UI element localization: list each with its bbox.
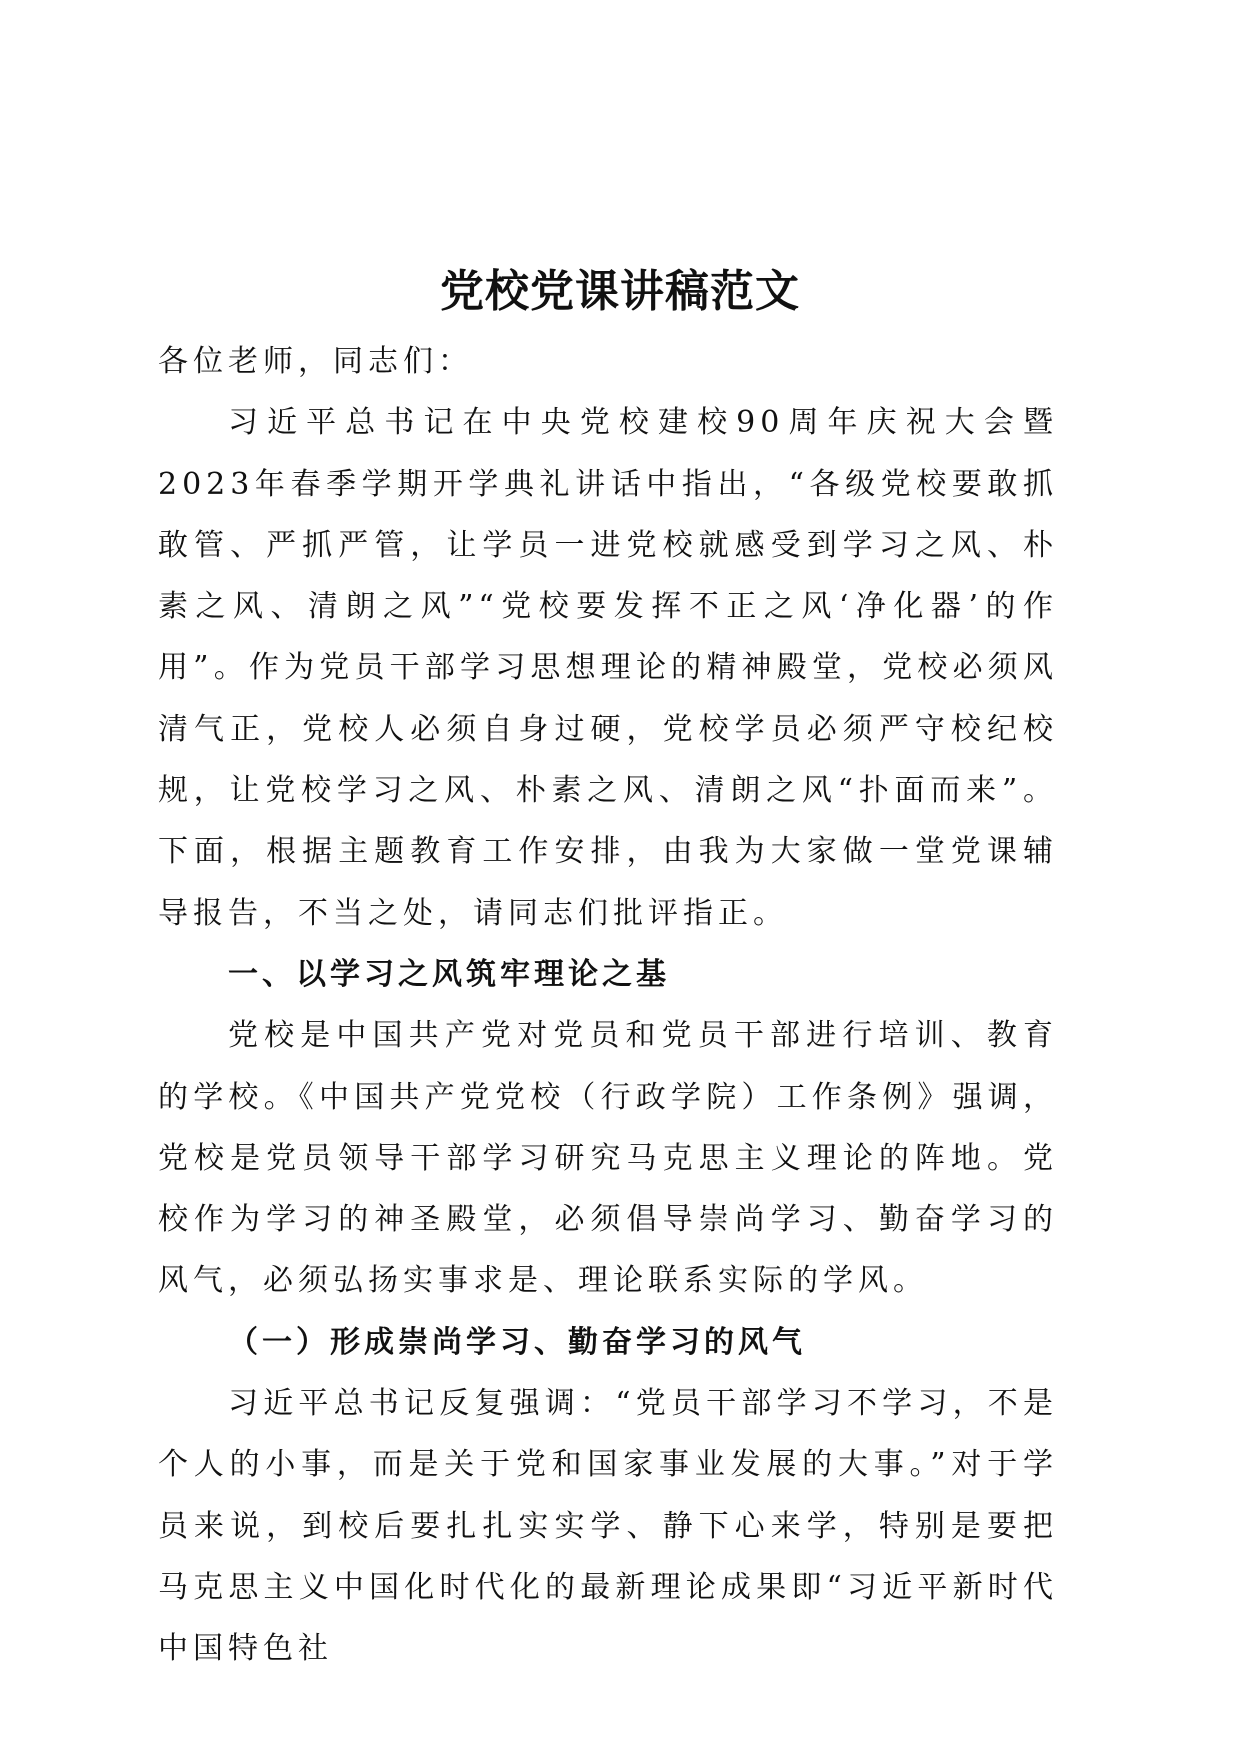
salutation: 各位老师，同志们： xyxy=(158,344,473,379)
intro-paragraph: 习近平总书记在中央党校建校90周年庆祝大会暨2023年春季学期开学典礼讲话中指出，“各级党校要敢抓敢管、严抓严管，让学员一进党校就感受到学习之风、朴素之风、清朗之风”“党校要发挥不正之风‘净化器’的作用”。作为党员干部学习思想理论的精神殿堂，党校必须风清气正，党校人必须自身过硬，党校学员必须严守校纪校规，让党校学习之风、朴素之风、清朗之风“扑面而来”。下面，根据主题教育工作安排，由我为大家做一堂党课辅导报告，不当之处，请同志们批评指正。 xyxy=(158,405,1058,931)
document-title: 党校党课讲稿范文 xyxy=(440,266,800,317)
document-body xyxy=(158,331,1058,1680)
subsection-1-paragraph: 习近平总书记反复强调：“党员干部学习不学习，不是个人的小事，而是关于党和国家事业发展的大事。”对于学员来说，到校后要扎扎实实学、静下心来学，特别是要把马克思主义中国化时代化的最新理论成果即“习近平新时代中国特色社 xyxy=(158,1386,1058,1667)
section-heading-1: 一、以学习之风筑牢理论之基 xyxy=(228,956,670,992)
subsection-heading-1: （一）形成崇尚学习、勤奋学习的风气 xyxy=(228,1324,806,1360)
section-1-paragraph: 党校是中国共产党对党员和党员干部进行培训、教育的学校。《中国共产党党校（行政学院）工作条例》强调，党校是党员领导干部学习研究马克思主义理论的阵地。党校作为学习的神圣殿堂，必须倡导崇尚学习、勤奋学习的风气，必须弘扬实事求是、理论联系实际的学风。 xyxy=(158,1018,1058,1299)
